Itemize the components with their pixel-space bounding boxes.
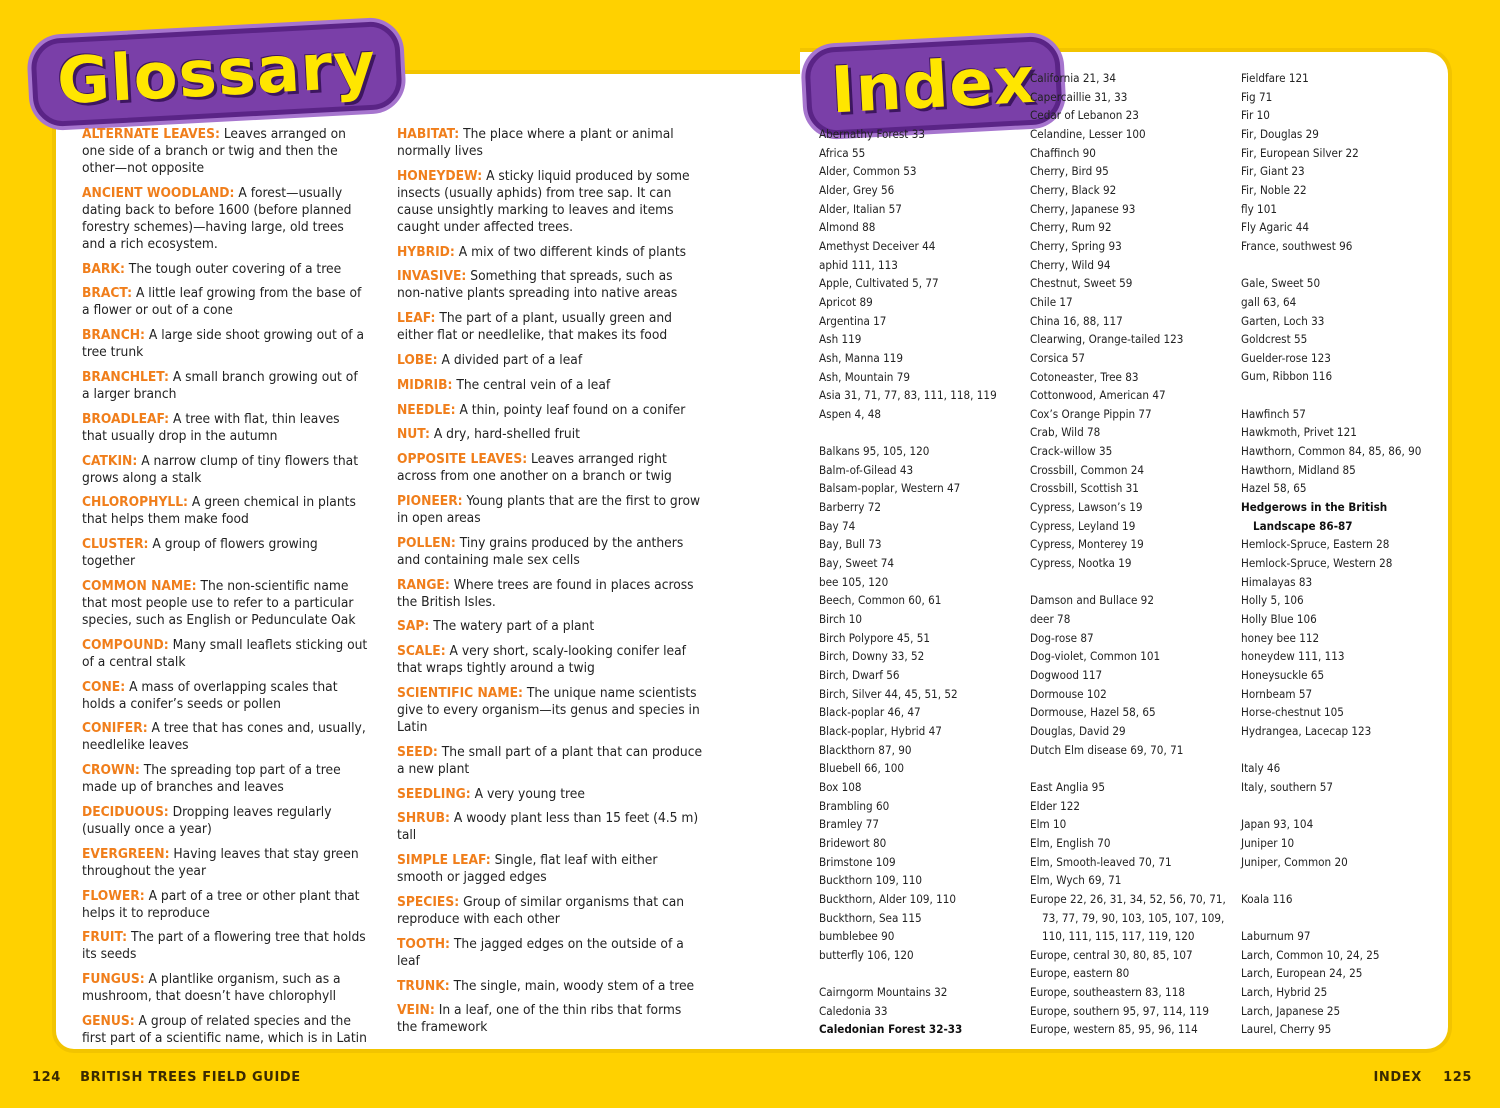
glossary-term: BRACT: xyxy=(82,285,133,302)
glossary-term: INVASIVE: xyxy=(397,268,467,285)
glossary-term: COMPOUND: xyxy=(82,636,169,653)
index-entry: Europe, central 30, 80, 85, 107 xyxy=(1030,947,1193,962)
glossary-definition: A divided part of a leaf xyxy=(441,351,583,368)
glossary-entry xyxy=(397,685,703,736)
index-entry: Alder, Italian 57 xyxy=(819,201,902,216)
glossary-term: BARK: xyxy=(82,260,125,277)
glossary-definition: The unique name scientists give to every organism—its genus and species in Latin xyxy=(397,684,700,735)
glossary-definition: The single, main, woody stem of a tree xyxy=(453,977,695,994)
glossary-entry xyxy=(397,126,703,160)
glossary-entry xyxy=(397,744,703,778)
glossary-term: COMMON NAME: xyxy=(82,577,197,594)
glossary-entry xyxy=(397,168,703,236)
glossary-definition: A mass of overlapping scales that holds a conifer’s seeds or pollen xyxy=(82,678,338,712)
index-entry: Bridewort 80 xyxy=(819,835,887,850)
glossary-term: TRUNK: xyxy=(397,977,450,994)
index-spacer xyxy=(1241,256,1441,275)
index-entry: Dog-rose 87 xyxy=(1030,630,1094,645)
index-entry: fly 101 xyxy=(1241,201,1277,216)
glossary-column-1 xyxy=(82,126,368,1055)
index-entry: Juniper 10 xyxy=(1241,835,1295,850)
index-entry: Gum, Ribbon 116 xyxy=(1241,369,1333,384)
glossary-definition: The central vein of a leaf xyxy=(456,376,611,393)
index-entry: Dormouse, Hazel 58, 65 xyxy=(1030,705,1156,720)
index-spacer xyxy=(1241,386,1441,405)
index-entry: Caledonian Forest 32-33 xyxy=(819,1022,963,1037)
index-entry: Africa 55 xyxy=(819,145,866,160)
glossary-term: BRANCH: xyxy=(82,327,145,344)
index-entry: Elm, English 70 xyxy=(1030,835,1111,850)
index-entry: Japan 93, 104 xyxy=(1241,817,1314,832)
index-entry: Cottonwood, American 47 xyxy=(1030,388,1166,403)
index-entry: Birch 10 xyxy=(819,612,863,627)
index-entry: Hawkmoth, Privet 121 xyxy=(1241,425,1357,440)
index-entry: Larch, Common 10, 24, 25 xyxy=(1241,947,1380,962)
index-entry: Bay 74 xyxy=(819,518,856,533)
index-entry: Laurel, Cherry 95 xyxy=(1241,1022,1332,1037)
glossary-term: TOOTH: xyxy=(397,935,450,952)
glossary-definition: Tiny grains produced by the anthers and containing male sex cells xyxy=(397,534,684,568)
glossary-entry xyxy=(397,377,703,394)
index-entry: Cedar of Lebanon 23 xyxy=(1030,108,1139,123)
index-entry: Hawfinch 57 xyxy=(1241,406,1306,421)
index-entry: honeydew 111, 113 xyxy=(1241,649,1345,664)
glossary-entry xyxy=(397,244,703,261)
index-spacer xyxy=(1241,797,1441,816)
index-entry: Asia 31, 71, 77, 83, 111, 118, 119 xyxy=(819,388,997,403)
index-entry: Cherry, Rum 92 xyxy=(1030,220,1112,235)
index-entry: Beech, Common 60, 61 xyxy=(819,593,942,608)
index-entry: Birch, Downy 33, 52 xyxy=(819,649,925,664)
index-entry: Elm, Wych 69, 71 xyxy=(1030,873,1122,888)
footer-right xyxy=(1374,1070,1473,1085)
index-entry: Caledonia 33 xyxy=(819,1003,888,1018)
index-entry: Crossbill, Scottish 31 xyxy=(1030,481,1139,496)
index-entry: Cherry, Black 92 xyxy=(1030,182,1117,197)
index-entry: Fir, Giant 23 xyxy=(1241,164,1305,179)
index-entry: Chile 17 xyxy=(1030,294,1073,309)
glossary-entry xyxy=(82,126,368,177)
index-entry: Hornbeam 57 xyxy=(1241,686,1313,701)
index-entry: Himalayas 83 xyxy=(1241,574,1313,589)
book-title: BRITISH TREES FIELD GUIDE xyxy=(80,1070,301,1085)
index-entry: Fir, Noble 22 xyxy=(1241,182,1307,197)
glossary-entry xyxy=(82,578,368,629)
index-entry: China 16, 88, 117 xyxy=(1030,313,1123,328)
index-entry: Elm 10 xyxy=(1030,817,1067,832)
index-entry: Birch, Dwarf 56 xyxy=(819,668,900,683)
index-entry: Apricot 89 xyxy=(819,294,873,309)
glossary-definition: The jagged edges on the outside of a leaf xyxy=(397,935,684,969)
index-entry: Alder, Common 53 xyxy=(819,164,917,179)
glossary-definition: Dropping leaves regularly (usually once a year) xyxy=(82,803,332,837)
index-entry: Europe, southeastern 83, 118 xyxy=(1030,985,1185,1000)
index-entry: Almond 88 xyxy=(819,220,876,235)
glossary-entry xyxy=(397,643,703,677)
glossary-definition: Leaves arranged right across from one another on a branch or twig xyxy=(397,451,672,485)
glossary-term: EVERGREEN: xyxy=(82,845,170,862)
index-entry: Goldcrest 55 xyxy=(1241,332,1308,347)
index-entry: Hydrangea, Lacecap 123 xyxy=(1241,723,1372,738)
index-entry: Buckthorn, Alder 109, 110 xyxy=(819,891,957,906)
index-entry: Cherry, Wild 94 xyxy=(1030,257,1111,272)
index-entry: butterfly 106, 120 xyxy=(819,947,914,962)
index-entry: Larch, Hybrid 25 xyxy=(1241,985,1328,1000)
index-entry: Cairngorm Mountains 32 xyxy=(819,985,948,1000)
glossary-term: NUT: xyxy=(397,426,430,443)
glossary-entry xyxy=(397,852,703,886)
index-entry: Blackthorn 87, 90 xyxy=(819,742,912,757)
index-entry: Fieldfare 121 xyxy=(1241,71,1309,85)
index-entry: Holly Blue 106 xyxy=(1241,612,1317,626)
index-entry: Europe 22, 26, 31, 34, 52, 56, 70, 71, 73, 77, 79, 90, 103, 105, 107, 109, 110, 111, 115, 117, 119, 120 xyxy=(1030,891,1226,944)
glossary-entry xyxy=(397,451,703,485)
glossary-definition: A plantlike organism, such as a mushroom, that doesn’t have chlorophyll xyxy=(82,971,341,1005)
index-column-1 xyxy=(819,125,1019,1039)
glossary-entry xyxy=(397,936,703,970)
glossary-term: CLUSTER: xyxy=(82,536,149,553)
glossary-term: CHLOROPHYLL: xyxy=(82,494,188,511)
index-entry: Bluebell 66, 100 xyxy=(819,761,905,776)
index-entry: East Anglia 95 xyxy=(1030,779,1105,794)
page-number-right: 125 xyxy=(1443,1070,1472,1085)
glossary-term: CONIFER: xyxy=(82,720,148,737)
index-entry: Elm, Smooth-leaved 70, 71 xyxy=(1030,854,1172,869)
glossary-definition: The tough outer covering of a tree xyxy=(128,260,342,277)
index-entry: Hawthorn, Midland 85 xyxy=(1241,462,1356,477)
glossary-entry xyxy=(82,929,368,963)
index-entry: Damson and Bullace 92 xyxy=(1030,593,1154,608)
index-entry: Buckthorn, Sea 115 xyxy=(819,910,922,925)
glossary-entry xyxy=(397,352,703,369)
glossary-definition: A narrow clump of tiny flowers that grows along a stalk xyxy=(82,452,359,486)
index-entry: Cox’s Orange Pippin 77 xyxy=(1030,406,1152,421)
index-entry: Crack-willow 35 xyxy=(1030,444,1113,459)
index-entry: Honeysuckle 65 xyxy=(1241,667,1325,682)
index-entry: bee 105, 120 xyxy=(819,574,889,589)
glossary-definition: A forest—usually dating back to before 1600 (before planned forestry schemes)—having large, old trees and a rich ecosystem. xyxy=(82,184,352,252)
index-entry: Birch, Silver 44, 45, 51, 52 xyxy=(819,686,958,701)
index-entry: Argentina 17 xyxy=(819,313,887,328)
glossary-definition: The part of a plant, usually green and either flat or needlelike, that makes its food xyxy=(397,310,672,344)
glossary-definition: In a leaf, one of the thin ribs that forms the framework xyxy=(397,1002,682,1036)
glossary-definition: A tree that has cones and, usually, needlelike leaves xyxy=(82,720,366,754)
glossary-definition: Many small leaflets sticking out of a central stalk xyxy=(82,636,368,670)
index-entry: Chestnut, Sweet 59 xyxy=(1030,276,1133,291)
glossary-term: SAP: xyxy=(397,618,430,635)
index-entry: Buckthorn 109, 110 xyxy=(819,873,923,888)
glossary-term: PIONEER: xyxy=(397,492,463,509)
glossary-definition: The part of a flowering tree that holds its seeds xyxy=(82,929,366,963)
glossary-definition: Group of similar organisms that can reproduce with each other xyxy=(397,893,685,927)
glossary-entry xyxy=(82,762,368,796)
glossary-entry xyxy=(82,888,368,922)
index-entry: Amethyst Deceiver 44 xyxy=(819,238,936,253)
index-column-2 xyxy=(1030,69,1230,1039)
glossary-term: HONEYDEW: xyxy=(397,167,483,184)
glossary-term: FLOWER: xyxy=(82,887,145,904)
index-entry: Brambling 60 xyxy=(819,798,890,813)
glossary-definition: Having leaves that stay green throughout the year xyxy=(82,845,359,879)
glossary-entry xyxy=(82,804,368,838)
index-entry: Europe, southern 95, 97, 114, 119 xyxy=(1030,1003,1210,1018)
index-entry: Larch, Japanese 25 xyxy=(1241,1003,1341,1018)
index-entry: Fly Agaric 44 xyxy=(1241,220,1310,235)
index-entry: Koala 116 xyxy=(1241,891,1293,906)
glossary-entry xyxy=(397,402,703,419)
glossary-definition: The place where a plant or animal normally lives xyxy=(397,126,674,159)
index-entry: Fir, European Silver 22 xyxy=(1241,145,1359,160)
index-entry: Celandine, Lesser 100 xyxy=(1030,126,1146,141)
glossary-definition: A thin, pointy leaf found on a conifer xyxy=(459,401,686,418)
glossary-definition: A woody plant less than 15 feet (4.5 m) tall xyxy=(397,810,699,844)
index-entry: Douglas, David 29 xyxy=(1030,723,1126,738)
index-entry: Aspen 4, 48 xyxy=(819,406,882,421)
glossary-entry xyxy=(397,894,703,928)
index-spacer xyxy=(1030,573,1230,592)
glossary-column-2 xyxy=(397,126,703,1044)
index-column-3 xyxy=(1241,69,1441,1039)
glossary-term: SEED: xyxy=(397,743,438,760)
glossary-entry xyxy=(82,971,368,1005)
glossary-entry xyxy=(397,810,703,844)
glossary-entry xyxy=(82,185,368,253)
glossary-entry xyxy=(82,1013,368,1047)
glossary-term: LEAF: xyxy=(397,310,436,327)
index-spacer xyxy=(819,965,1019,984)
glossary-term: POLLEN: xyxy=(397,534,456,551)
index-entry: Dormouse 102 xyxy=(1030,686,1107,701)
glossary-definition: A little leaf growing from the base of a flower or out of a cone xyxy=(82,285,362,319)
glossary-definition: A mix of two different kinds of plants xyxy=(458,243,687,260)
glossary-term: OPPOSITE LEAVES: xyxy=(397,451,528,468)
index-entry: Cypress, Leyland 19 xyxy=(1030,518,1136,533)
index-entry: Cotoneaster, Tree 83 xyxy=(1030,369,1139,384)
glossary-entry xyxy=(397,268,703,302)
index-entry: Bramley 77 xyxy=(819,817,880,832)
index-entry: Cypress, Nootka 19 xyxy=(1030,556,1132,571)
index-entry: Europe, western 85, 95, 96, 114 xyxy=(1030,1022,1198,1037)
glossary-definition: The non-scientific name that most people use to refer to a particular species, such as English or Pedunculate Oak xyxy=(82,577,356,628)
glossary-entry xyxy=(397,426,703,443)
glossary-term: ANCIENT WOODLAND: xyxy=(82,184,235,201)
glossary-entry xyxy=(82,285,368,319)
glossary-entry xyxy=(82,536,368,570)
glossary-term: ALTERNATE LEAVES: xyxy=(82,126,220,142)
glossary-entry xyxy=(397,1002,703,1036)
glossary-term: BRANCHLET: xyxy=(82,368,169,385)
glossary-term: FUNGUS: xyxy=(82,971,145,988)
glossary-entry xyxy=(82,846,368,880)
index-entry: Cherry, Japanese 93 xyxy=(1030,201,1136,216)
index-entry: Barberry 72 xyxy=(819,500,881,515)
index-entry: Box 108 xyxy=(819,779,862,794)
footer-left xyxy=(32,1070,301,1085)
index-entry: Hemlock-Spruce, Western 28 xyxy=(1241,556,1393,571)
glossary-term: CATKIN: xyxy=(82,452,138,469)
glossary-entry xyxy=(82,411,368,445)
glossary-entry xyxy=(397,786,703,803)
glossary-term: SHRUB: xyxy=(397,810,450,827)
index-entry: Apple, Cultivated 5, 77 xyxy=(819,276,939,291)
glossary-definition: The watery part of a plant xyxy=(433,618,595,635)
glossary-entry xyxy=(82,637,368,671)
glossary-definition: A very short, scaly-looking conifer leaf that wraps tightly around a twig xyxy=(397,643,686,677)
glossary-term: HYBRID: xyxy=(397,243,455,260)
glossary-term: SEEDLING: xyxy=(397,785,471,802)
index-entry: Ash, Mountain 79 xyxy=(819,369,910,384)
index-entry: Fir 10 xyxy=(1241,108,1270,123)
index-entry: Brimstone 109 xyxy=(819,854,896,869)
index-entry: Cherry, Bird 95 xyxy=(1030,164,1109,179)
glossary-term: BROADLEAF: xyxy=(82,410,170,427)
glossary-definition: The spreading top part of a tree made up of branches and leaves xyxy=(82,762,341,796)
index-entry: Horse-chestnut 105 xyxy=(1241,705,1344,720)
glossary-entry xyxy=(82,720,368,754)
glossary-heading: Glossary xyxy=(30,20,403,127)
glossary-definition: The small part of a plant that can produce a new plant xyxy=(397,743,703,777)
glossary-term: MIDRIB: xyxy=(397,376,453,393)
index-entry: Cypress, Lawson’s 19 xyxy=(1030,500,1143,515)
index-entry: Chaffinch 90 xyxy=(1030,145,1096,160)
glossary-entry xyxy=(82,327,368,361)
glossary-term: GENUS: xyxy=(82,1012,135,1029)
index-entry: Italy, southern 57 xyxy=(1241,779,1334,794)
glossary-definition: A very young tree xyxy=(474,785,585,802)
index-entry: Garten, Loch 33 xyxy=(1241,313,1325,328)
index-entry: Hawthorn, Common 84, 85, 86, 90 xyxy=(1241,444,1422,459)
glossary-definition: A part of a tree or other plant that helps it to reproduce xyxy=(82,887,360,921)
glossary-entry xyxy=(82,679,368,713)
glossary-entry xyxy=(397,978,703,995)
index-spacer xyxy=(1241,741,1441,760)
index-entry: Black-poplar 46, 47 xyxy=(819,705,921,720)
index-entry: Bay, Bull 73 xyxy=(819,537,882,552)
index-entry: Hazel 58, 65 xyxy=(1241,481,1307,496)
index-entry: Laburnum 97 xyxy=(1241,929,1311,944)
glossary-term: CONE: xyxy=(82,678,126,695)
glossary-definition: A large side shoot growing out of a tree trunk xyxy=(82,327,365,361)
glossary-definition: Single, flat leaf with either smooth or jagged edges xyxy=(397,852,658,886)
glossary-entry xyxy=(397,310,703,344)
section-title: INDEX xyxy=(1373,1070,1422,1085)
glossary-entry xyxy=(82,453,368,487)
index-entry: Gale, Sweet 50 xyxy=(1241,276,1321,291)
index-entry: aphid 111, 113 xyxy=(819,257,898,272)
index-entry: honey bee 112 xyxy=(1241,630,1320,645)
index-entry: Balm-of-Gilead 43 xyxy=(819,462,914,477)
index-entry: bumblebee 90 xyxy=(819,929,895,944)
index-entry: Juniper, Common 20 xyxy=(1241,854,1348,869)
index-entry: Balkans 95, 105, 120 xyxy=(819,444,930,459)
glossary-entry xyxy=(397,577,703,611)
index-entry: gall 63, 64 xyxy=(1241,294,1297,309)
glossary-definition: Leaves arranged on one side of a branch or twig and then the other—not opposite xyxy=(82,126,346,176)
glossary-definition: A tree with flat, thin leaves that usually drop in the autumn xyxy=(82,410,340,444)
glossary-term: LOBE: xyxy=(397,351,438,368)
index-entry: Guelder-rose 123 xyxy=(1241,350,1331,365)
index-entry: Birch Polypore 45, 51 xyxy=(819,630,930,645)
index-entry: Black-poplar, Hybrid 47 xyxy=(819,723,942,738)
index-entry: Cherry, Spring 93 xyxy=(1030,238,1122,253)
index-spacer xyxy=(1241,871,1441,890)
index-heading: Index xyxy=(804,35,1063,136)
index-entry: deer 78 xyxy=(1030,612,1071,627)
index-entry: France, southwest 96 xyxy=(1241,238,1353,253)
glossary-entry xyxy=(397,535,703,569)
index-entry: Crab, Wild 78 xyxy=(1030,425,1101,440)
index-entry: Hemlock-Spruce, Eastern 28 xyxy=(1241,537,1390,552)
glossary-entry xyxy=(82,494,368,528)
glossary-term: FRUIT: xyxy=(82,929,128,946)
index-entry: Italy 46 xyxy=(1241,761,1281,776)
index-entry: Bay, Sweet 74 xyxy=(819,556,895,571)
index-entry: Ash, Manna 119 xyxy=(819,350,904,365)
page-number-left: 124 xyxy=(32,1070,61,1085)
glossary-definition: Young plants that are the first to grow in open areas xyxy=(397,492,701,526)
glossary-term: SIMPLE LEAF: xyxy=(397,852,491,869)
glossary-term: RANGE: xyxy=(397,576,450,593)
glossary-definition: A small branch growing out of a larger branch xyxy=(82,368,358,402)
glossary-term: NEEDLE: xyxy=(397,401,456,418)
index-entry: Europe, eastern 80 xyxy=(1030,966,1130,981)
index-entry: Balsam-poplar, Western 47 xyxy=(819,481,961,496)
index-entry: Hedgerows in the British Landscape 86-87 xyxy=(1241,500,1388,533)
glossary-entry xyxy=(82,261,368,278)
glossary-entry xyxy=(397,493,703,527)
glossary-definition: A group of flowers growing together xyxy=(82,536,318,570)
index-entry: Capercaillie 31, 33 xyxy=(1030,89,1128,104)
glossary-entry xyxy=(82,369,368,403)
glossary-term: HABITAT: xyxy=(397,126,460,142)
glossary-definition: Where trees are found in places across the British Isles. xyxy=(397,576,694,610)
glossary-definition: Something that spreads, such as non-native plants spreading into native areas xyxy=(397,268,678,302)
index-entry: Dutch Elm disease 69, 70, 71 xyxy=(1030,742,1184,757)
index-entry: Abernathy Forest 33 xyxy=(819,127,925,141)
index-spacer xyxy=(1030,759,1230,778)
index-spacer xyxy=(1241,908,1441,927)
index-entry: Fir, Douglas 29 xyxy=(1241,126,1319,141)
index-entry: Elder 122 xyxy=(1030,798,1081,813)
glossary-definition: A sticky liquid produced by some insects (usually aphids) from tree sap. It can cause unsightly marking to leaves and items caught under affected trees. xyxy=(397,167,690,235)
glossary-term: SCALE: xyxy=(397,643,446,660)
index-spacer xyxy=(819,424,1019,443)
index-entry: Cypress, Monterey 19 xyxy=(1030,537,1144,552)
glossary-term: SCIENTIFIC NAME: xyxy=(397,684,523,701)
index-entry: Dogwood 117 xyxy=(1030,667,1103,682)
glossary-entry xyxy=(397,618,703,635)
index-entry: Dog-violet, Common 101 xyxy=(1030,649,1161,664)
glossary-term: DECIDUOUS: xyxy=(82,803,169,820)
index-entry: Larch, European 24, 25 xyxy=(1241,966,1363,981)
glossary-term: SPECIES: xyxy=(397,893,460,910)
index-entry: Fig 71 xyxy=(1241,89,1273,104)
index-entry: Crossbill, Common 24 xyxy=(1030,462,1145,477)
index-entry: Alder, Grey 56 xyxy=(819,182,895,197)
glossary-term: CROWN: xyxy=(82,762,140,779)
index-entry: California 21, 34 xyxy=(1030,71,1116,85)
glossary-definition: A green chemical in plants that helps them make food xyxy=(82,494,356,528)
index-entry: Holly 5, 106 xyxy=(1241,593,1304,608)
index-entry: Corsica 57 xyxy=(1030,350,1085,365)
index-entry: Clearwing, Orange-tailed 123 xyxy=(1030,332,1184,347)
glossary-term: VEIN: xyxy=(397,1002,435,1019)
glossary-definition: A group of related species and the first part of a scientific name, which is in Latin xyxy=(82,1012,367,1046)
index-entry: Ash 119 xyxy=(819,332,862,347)
glossary-definition: A dry, hard-shelled fruit xyxy=(433,426,580,443)
